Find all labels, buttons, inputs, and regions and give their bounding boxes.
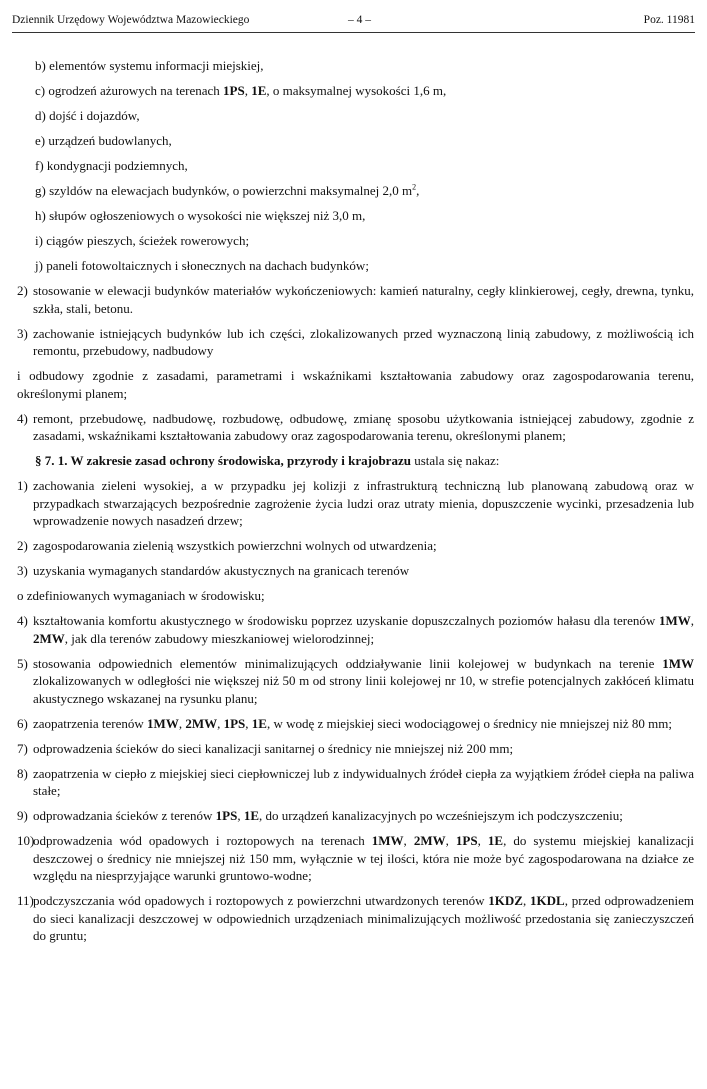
page-number: – 4 – xyxy=(348,14,371,26)
journal-title: Dziennik Urzędowy Województwa Mazowieckiego xyxy=(12,14,250,26)
sub-item-b: b) elementów systemu informacji miejskiej, xyxy=(35,58,264,73)
position-number: Poz. 11981 xyxy=(643,14,695,26)
sub-item-f: f) kondygnacji podziemnych, xyxy=(35,158,188,173)
sub-item-h: h) słupów ogłoszeniowych o wysokości nie większej niż 3,0 m, xyxy=(35,208,366,223)
page-header xyxy=(12,14,695,33)
env-item-8: 8) zaopatrzenia w ciepło z miejskiej sieci ciepłowniczej lub z indywidualnych źródeł ciepła za wyjątkiem źródeł ciepła na paliwa stałe; xyxy=(17,765,694,798)
sub-item-j: j) paneli fotowoltaicznych i słonecznych na dachach budynków; xyxy=(35,258,369,273)
section-heading: § 7. 1. W zakresie zasad ochrony środowiska, przyrody i krajobrazu ustala się nakaz: xyxy=(35,453,500,468)
continuation-paragraph: i odbudowy zgodnie z zasadami, parametrami i wskaźnikami kształtowania zabudowy oraz zagospodarowania terenu, określonymi planem; xyxy=(17,368,694,401)
sub-item-g: g) szyldów na elewacjach budynków, o powierzchni maksymalnej 2,0 $m^2$, xyxy=(35,182,420,198)
env-item-7: 7) odprowadzenia ścieków do sieci kanalizacji sanitarnej o średnicy nie mniejszej niż 200 mm; xyxy=(17,740,514,756)
env-item-6: 6) zaopatrzenia terenów 1MW, 2MW, 1PS, 1E, w wodę z miejskiej sieci wodociągowej o średnicy nie mniejszej niż 80 mm; xyxy=(17,715,673,731)
list-item-3: 3) zachowanie istniejących budynków lub ich części, zlokalizowanych przed wyznaczoną linią zabudowy, z możliwością ich remontu, przebudowy, nadbudowy xyxy=(17,325,694,358)
env-item-5: 5) stosowania odpowiednich elementów minimalizujących oddziaływanie linii kolejowej w budynkach na terenie 1MW zlokalizowanych w odległości nie większej niż 50 m od strony linii kolejowej nr 10, w strefie potencjalnych zakłóceń klimatu akustycznego wskazanej na rysunku planu; xyxy=(17,655,694,706)
list-item-2: 2) stosowanie w elewacji budynków materiałów wykończeniowych: kamień naturalny, cegły klinkierowej, cegły, drewna, tynku, szkła, stali, betonu. xyxy=(17,283,694,316)
sub-item-d: d) dojść i dojazdów, xyxy=(35,108,140,123)
sub-item-i: i) ciągów pieszych, ścieżek rowerowych; xyxy=(35,233,250,248)
env-item-9: 9) odprowadzania ścieków z terenów 1PS, 1E, do urządzeń kanalizacyjnych po wcześniejszym ich podczyszczeniu; xyxy=(17,808,623,823)
continuation-paragraph-2: o zdefiniowanych wymaganiach w środowisku; xyxy=(17,588,265,603)
document-body xyxy=(17,57,694,945)
env-item-3: 3) uzyskania wymaganych standardów akustycznych na granicach terenów xyxy=(17,563,410,578)
env-item-10: 10) odprowadzenia wód opadowych i roztopowych na terenach 1MW, 2MW, 1PS, 1E, do systemu miejskiej kanalizacji deszczowej o średnicy nie mniejszej niż 150 mm, wyłącznie w tej ilości, która nie może być zagospodarowana na działce ze względu na niesprzyjające warunki gruntowo-wodne; xyxy=(17,833,695,883)
sub-item-c: c) ogrodzeń ażurowych na terenach 1PS, 1E, o maksymalnej wysokości 1,6 m, xyxy=(35,83,447,98)
list-item-4: 4) remont, przebudowę, nadbudowę, rozbudowę, odbudowę, zmianę sposobu użytkowania istniejącej zabudowy, zgodnie z zasadami, wskaźnikami kształtowania zabudowy oraz zagospodarowania terenu, określonymi planem; xyxy=(17,410,694,443)
sub-item-e: e) urządzeń budowlanych, xyxy=(35,133,172,148)
env-item-1: 1) zachowania zieleni wysokiej, a w przypadku jej kolizji z infrastrukturą techniczną lub planowaną zabudową oraz w przypadkach stwarzających bezpośrednie zagrożenie życia ludzi oraz utraty mienia, dopuszczenie wycinki, przesadzenia lub wprowadzenie nowych nasadzeń drzew; xyxy=(17,478,694,528)
env-item-4: 4) kształtowania komfortu akustycznego w środowisku poprzez uzyskanie dopuszczalnych poziomów hałasu dla terenów 1MW, 2MW, jak dla terenów zabudowy mieszkaniowej wielorodzinnej; xyxy=(17,613,694,646)
env-item-11: 11) podczyszczania wód opadowych i roztopowych z powierzchni utwardzonych terenów 1KDZ, 1KDL, przed odprowadzeniem do sieci kanalizacji deszczowej w odpowiednich urządzeniach minimalizujących możliwość przedostania się zanieczyszczeń do gruntu; xyxy=(17,893,695,943)
env-item-2: 2) zagospodarowania zielenią wszystkich powierzchni wolnych od utwardzenia; xyxy=(17,538,437,553)
